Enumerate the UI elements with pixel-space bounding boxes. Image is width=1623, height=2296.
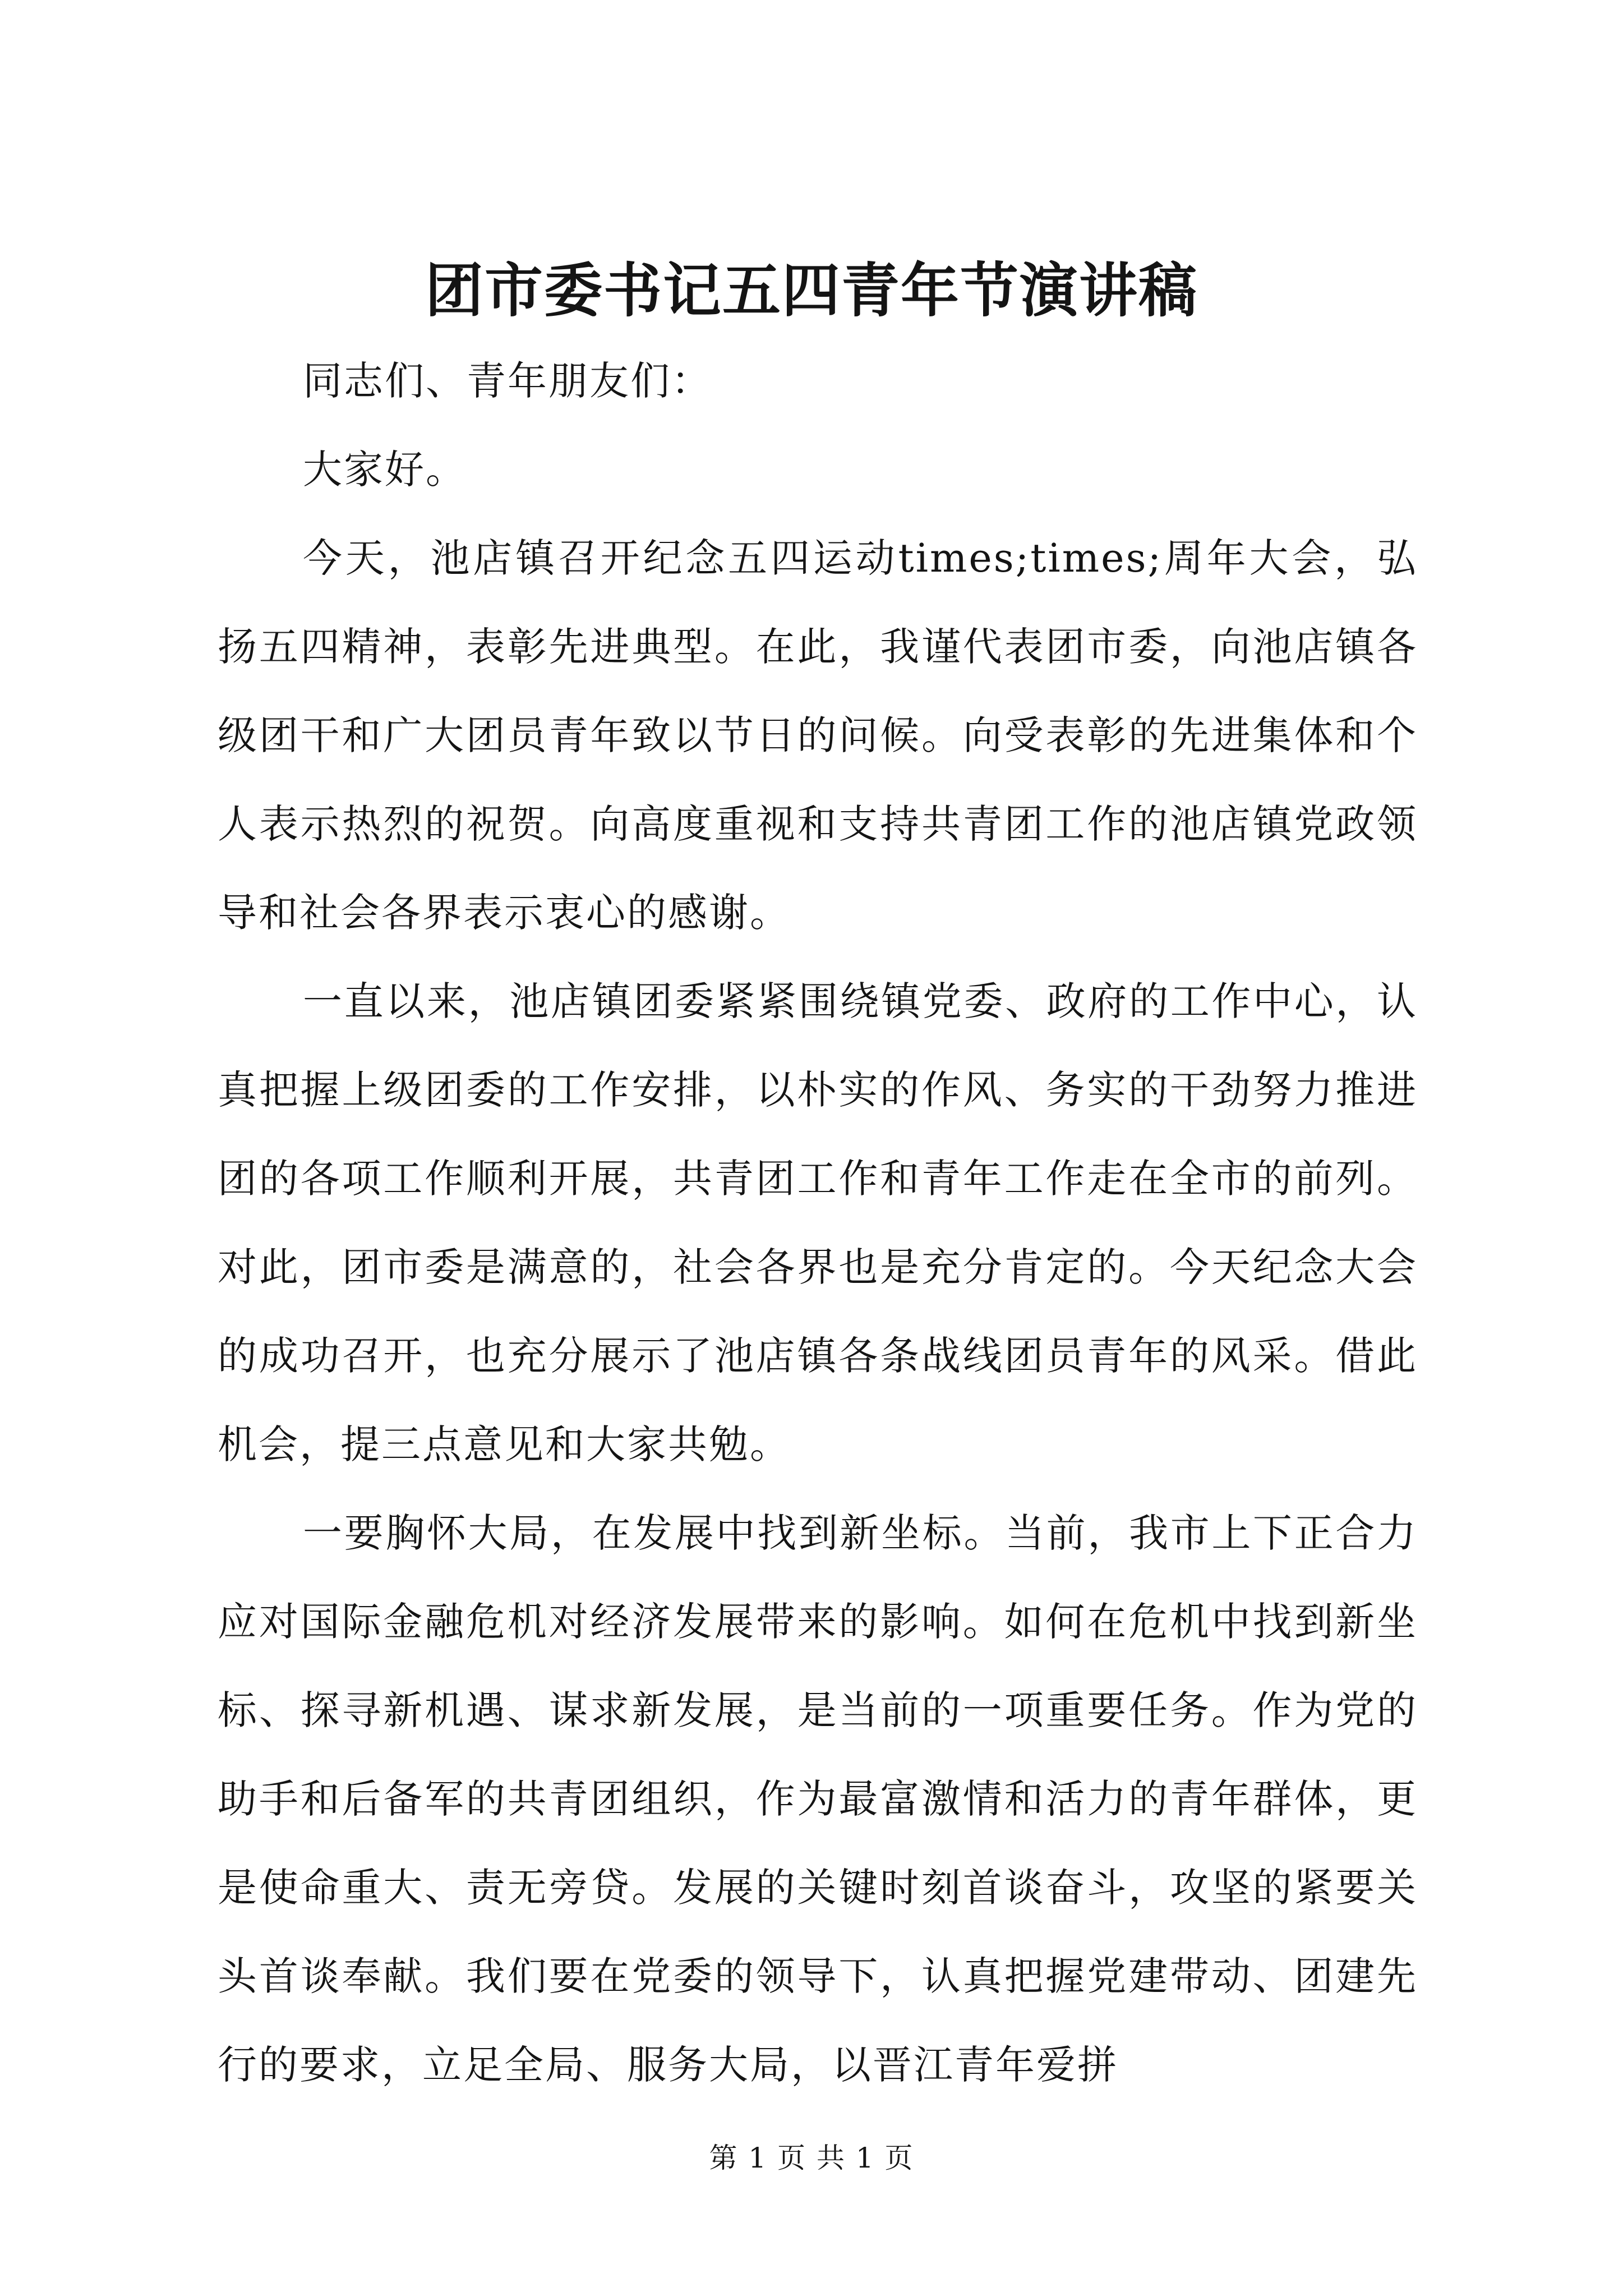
page-footer: 第 1 页 共 1 页 — [709, 2142, 914, 2174]
paragraph-2: 一直以来，池店镇团委紧紧围绕镇党委、政府的工作中心，认真把握上级团委的工作安排，以朴实的作风、务实的干劲努力推进团的各项工作顺利开展，共青团工作和青年工作走在全市的前列。对此，团市委是满意的，社会各界也是充分肯定的。今天纪念大会的成功召开，也充分展示了池店镇各条战线团员青年的风采。借此机会，提三点意见和大家共勉。 — [218, 978, 1418, 1467]
paragraph-1: 今天，池店镇召开纪念五四运动times;times;周年大会，弘扬五四精神，表彰先进典型。在此，我谨代表团市委，向池店镇各级团干和广大团员青年致以节日的问候。向受表彰的先进集体和个人表示热烈的祝贺。向高度重视和支持共青团工作的池店镇党政领导和社会各界表示衷心的感谢。 — [218, 535, 1418, 936]
paragraph-hello: 大家好。 — [303, 447, 467, 493]
document-body — [218, 337, 1418, 2109]
paragraph-greeting: 同志们、青年朋友们： — [303, 358, 712, 404]
paragraph-3: 一要胸怀大局，在发展中找到新坐标。当前，我市上下正合力应对国际金融危机对经济发展带来的影响。如何在危机中找到新坐标、探寻新机遇、谋求新发展，是当前的一项重要任务。作为党的助手和后备军的共青团组织，作为最富激情和活力的青年群体，更是使命重大、责无旁贷。发展的关键时刻首谈奋斗，攻坚的紧要关头首谈奉献。我们要在党委的领导下，认真把握党建带动、团建先行的要求，立足全局、服务大局，以晋江青年爱拼 — [218, 1510, 1418, 2088]
document-title: 团市委书记五四青年节演讲稿 — [425, 256, 1198, 325]
